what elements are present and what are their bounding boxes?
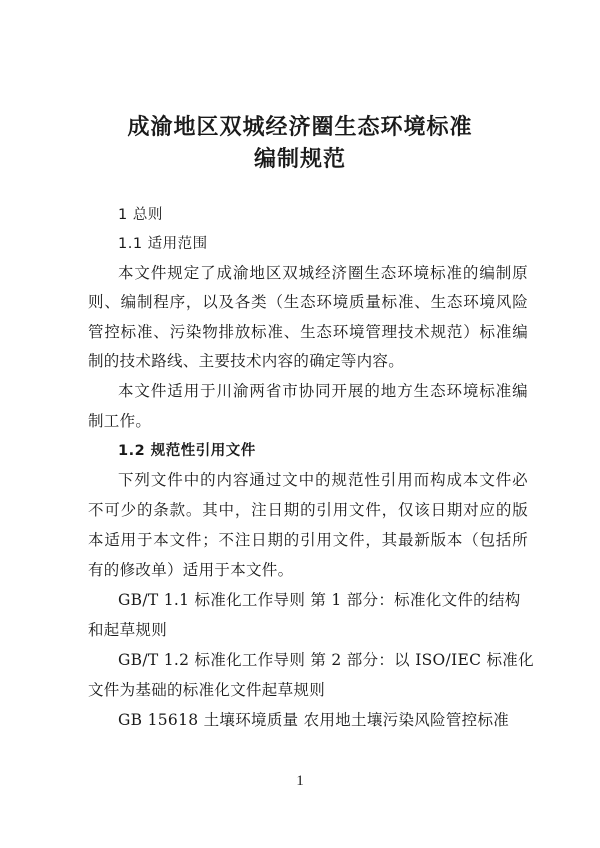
reference-item-gbt-1-1-cont: 和起草规则 — [88, 621, 168, 639]
section-heading-normative-references: 1.2 规范性引用文件 — [118, 443, 256, 459]
reference-item-gb-15618: GB 15618 土壤环境质量 农用地土壤污染风险管控标准 — [118, 711, 510, 729]
paragraph-applicability-line: 制工作。 — [88, 412, 152, 430]
paragraph-scope-line: 制的技术路线、主要技术内容的确定等内容。 — [88, 352, 405, 370]
document-title-line-1: 成渝地区双城经济圈生态环境标准 — [127, 114, 473, 140]
paragraph-scope-line: 本文件规定了成渝地区双城经济圈生态环境标准的编制原 — [118, 264, 528, 282]
reference-item-gbt-1-2: GB/T 1.2 标准化工作导则 第 2 部分：以 ISO/IEC 标准化 — [118, 651, 534, 669]
paragraph-references-line: 不可少的条款。其中，注日期的引用文件，仅该日期对应的版 — [88, 501, 528, 519]
paragraph-scope-line: 则、编制程序，以及各类（生态环境质量标准、生态环境风险 — [88, 293, 528, 311]
paragraph-references-line: 有的修改单）适用于本文件。 — [88, 561, 294, 579]
section-heading-scope: 1.1 适用范围 — [118, 236, 208, 252]
reference-item-gbt-1-2-cont: 文件为基础的标准化文件起草规则 — [88, 681, 326, 699]
paragraph-scope-line: 管控标准、污染物排放标准、生态环境管理技术规范）标准编 — [88, 323, 528, 341]
document-title-line-2: 编制规范 — [253, 146, 346, 172]
paragraph-references-line: 本适用于本文件；不注日期的引用文件，其最新版本（包括所 — [88, 531, 528, 549]
section-heading-general: 1 总则 — [118, 207, 163, 223]
page-number: 1 — [296, 773, 304, 789]
paragraph-applicability-line: 本文件适用于川渝两省市协同开展的地方生态环境标准编 — [118, 382, 528, 400]
paragraph-references-line: 下列文件中的内容通过文中的规范性引用而构成本文件必 — [118, 471, 528, 489]
reference-item-gbt-1-1: GB/T 1.1 标准化工作导则 第 1 部分：标准化文件的结构 — [118, 591, 521, 609]
